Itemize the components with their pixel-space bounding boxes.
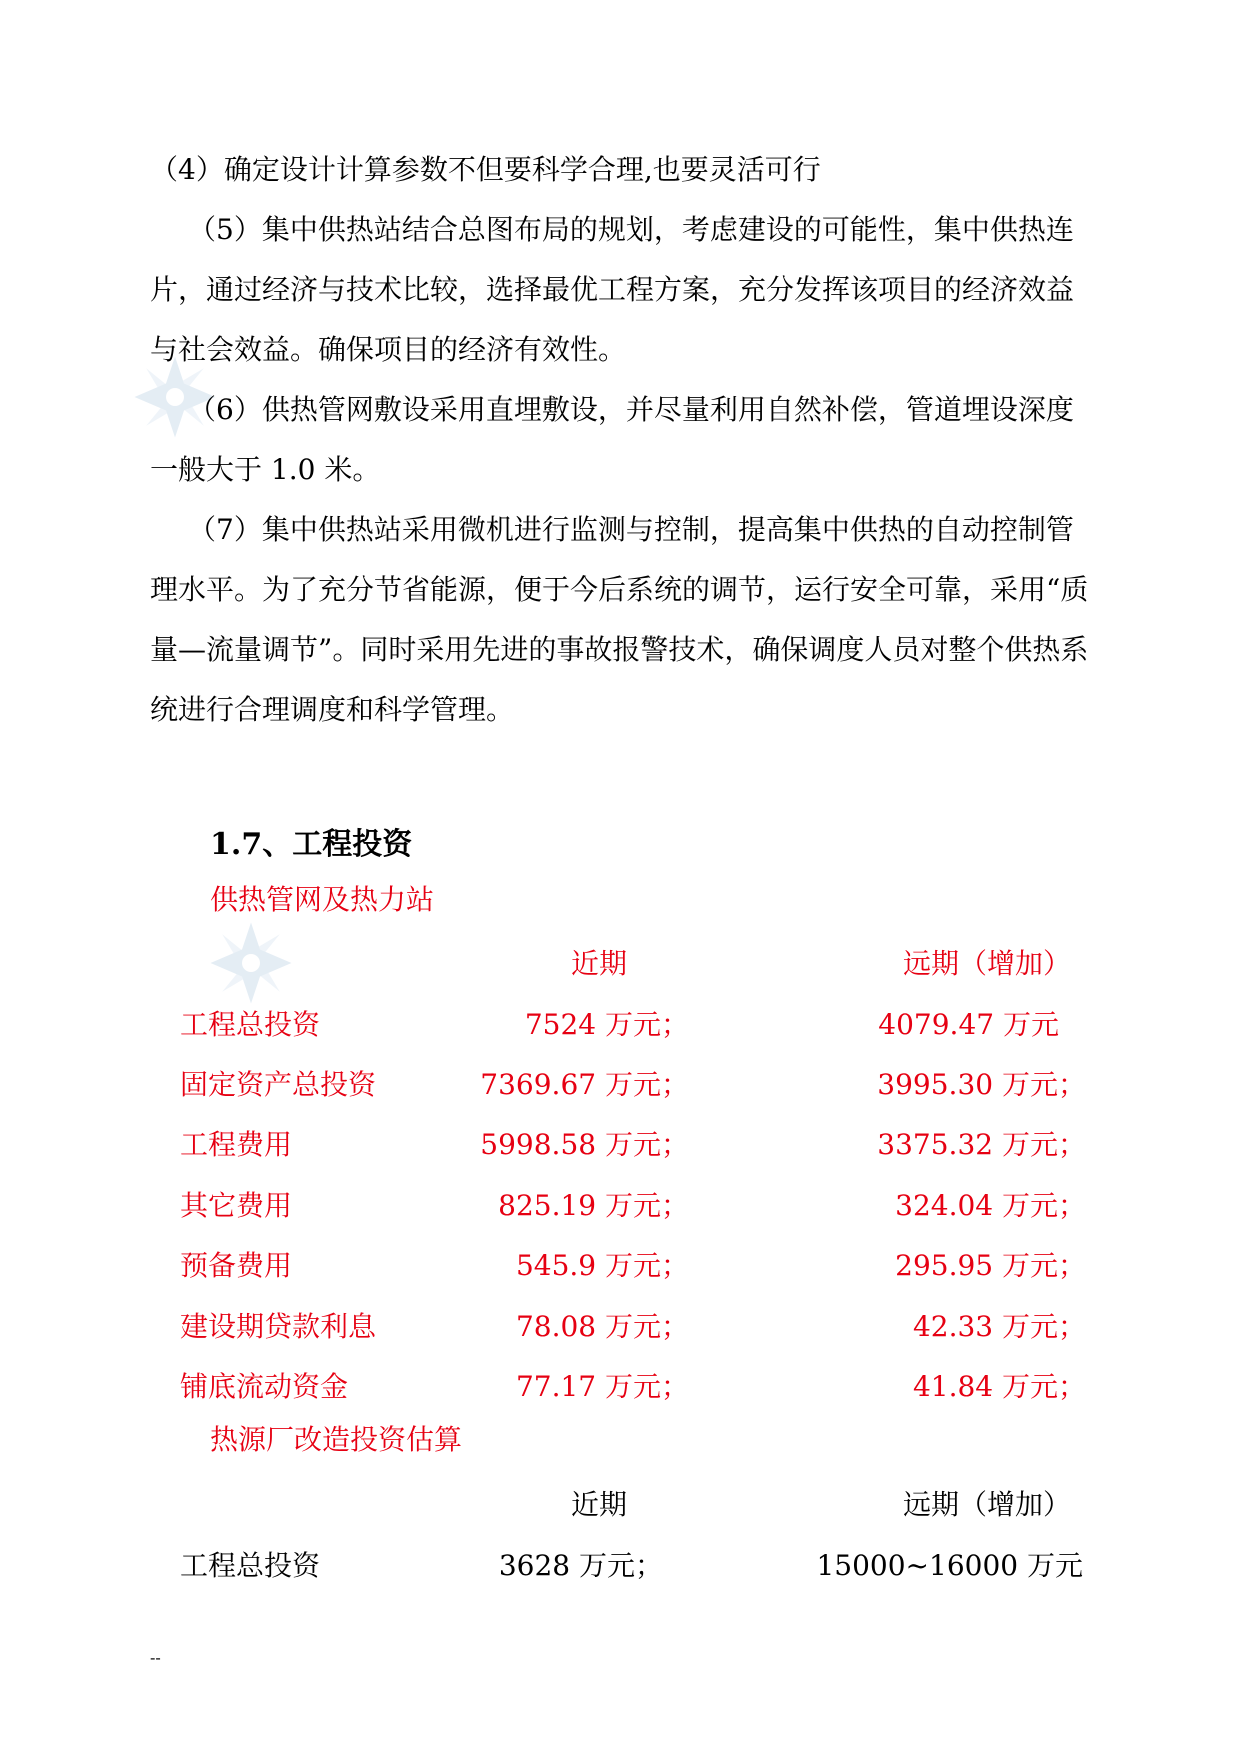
table-row [0,1123,1241,1167]
row-label: 工程费用 [180,1128,293,1161]
row-near-value: 78.08 万元； [515,1310,689,1343]
row-far-value: 4079.47 万元 [878,1008,1059,1041]
paragraph-5: （5）集中供热站结合总图布局的规划，考虑建设的可能性，集中供热连片，通过经济与技术比较，选择最优工程方案，充分发挥该项目的经济效益与社会效益。确保项目的经济有效性。 [150,213,1075,366]
row-label: 工程总投资 [180,1008,321,1041]
table-row [0,1305,1241,1349]
table1-header-row [0,942,1241,986]
row-near-value: 5998.58 万元； [480,1128,689,1161]
table-row [0,1003,1241,1047]
table1-col-far: 远期（增加） [903,947,1072,980]
row-near-value: 825.19 万元； [498,1189,689,1222]
table-row [0,1244,1241,1288]
row-far-value: 42.33 万元； [912,1310,1086,1343]
row-label: 固定资产总投资 [180,1068,377,1101]
row-near-value: 545.9 万元； [515,1249,689,1282]
table-row [0,1184,1241,1228]
row-label: 工程总投资 [180,1549,321,1582]
row-label: 铺底流动资金 [180,1370,349,1403]
row-label: 预备费用 [180,1249,293,1282]
table1-col-near: 近期 [571,947,628,980]
table2-header-row [0,1483,1241,1527]
row-label: 建设期贷款利息 [180,1310,377,1343]
table-row [0,1063,1241,1107]
table2-col-near: 近期 [571,1488,628,1521]
paragraph-4: （4）确定设计计算参数不但要科学合理,也要灵活可行 [150,153,821,186]
table1-title: 供热管网及热力站 [210,883,435,916]
footer-mark: -- [150,1648,161,1667]
paragraph-6: （6）供热管网敷设采用直埋敷设，并尽量利用自然补偿，管道埋设深度一般大于 1.0 米。 [150,393,1074,486]
row-near-value: 7369.67 万元； [480,1068,689,1101]
table2-title: 热源厂改造投资估算 [210,1423,463,1456]
row-far-value: 41.84 万元； [912,1370,1086,1403]
row-near-value: 77.17 万元； [515,1370,689,1403]
row-far-value: 295.95 万元； [895,1249,1086,1282]
row-far-value: 15000~16000 万元 [816,1549,1083,1582]
section-heading: 1.7、工程投资 [210,827,413,862]
row-near-value: 3628 万元； [498,1549,663,1582]
row-far-value: 3375.32 万元； [877,1128,1086,1161]
table-row [0,1544,1241,1588]
paragraph-7: （7）集中供热站采用微机进行监测与控制，提高集中供热的自动控制管理水平。为了充分节省能源，便于今后系统的调节，运行安全可靠，采用“质量—流量调节”。同时采用先进的事故报警技术，确保调度人员对整个供热系统进行合理调度和科学管理。 [150,513,1089,726]
table-row [0,1365,1241,1409]
row-label: 其它费用 [180,1189,293,1222]
row-far-value: 324.04 万元； [895,1189,1086,1222]
row-near-value: 7524 万元； [524,1008,689,1041]
row-far-value: 3995.30 万元； [877,1068,1086,1101]
table2-col-far: 远期（增加） [903,1488,1072,1521]
